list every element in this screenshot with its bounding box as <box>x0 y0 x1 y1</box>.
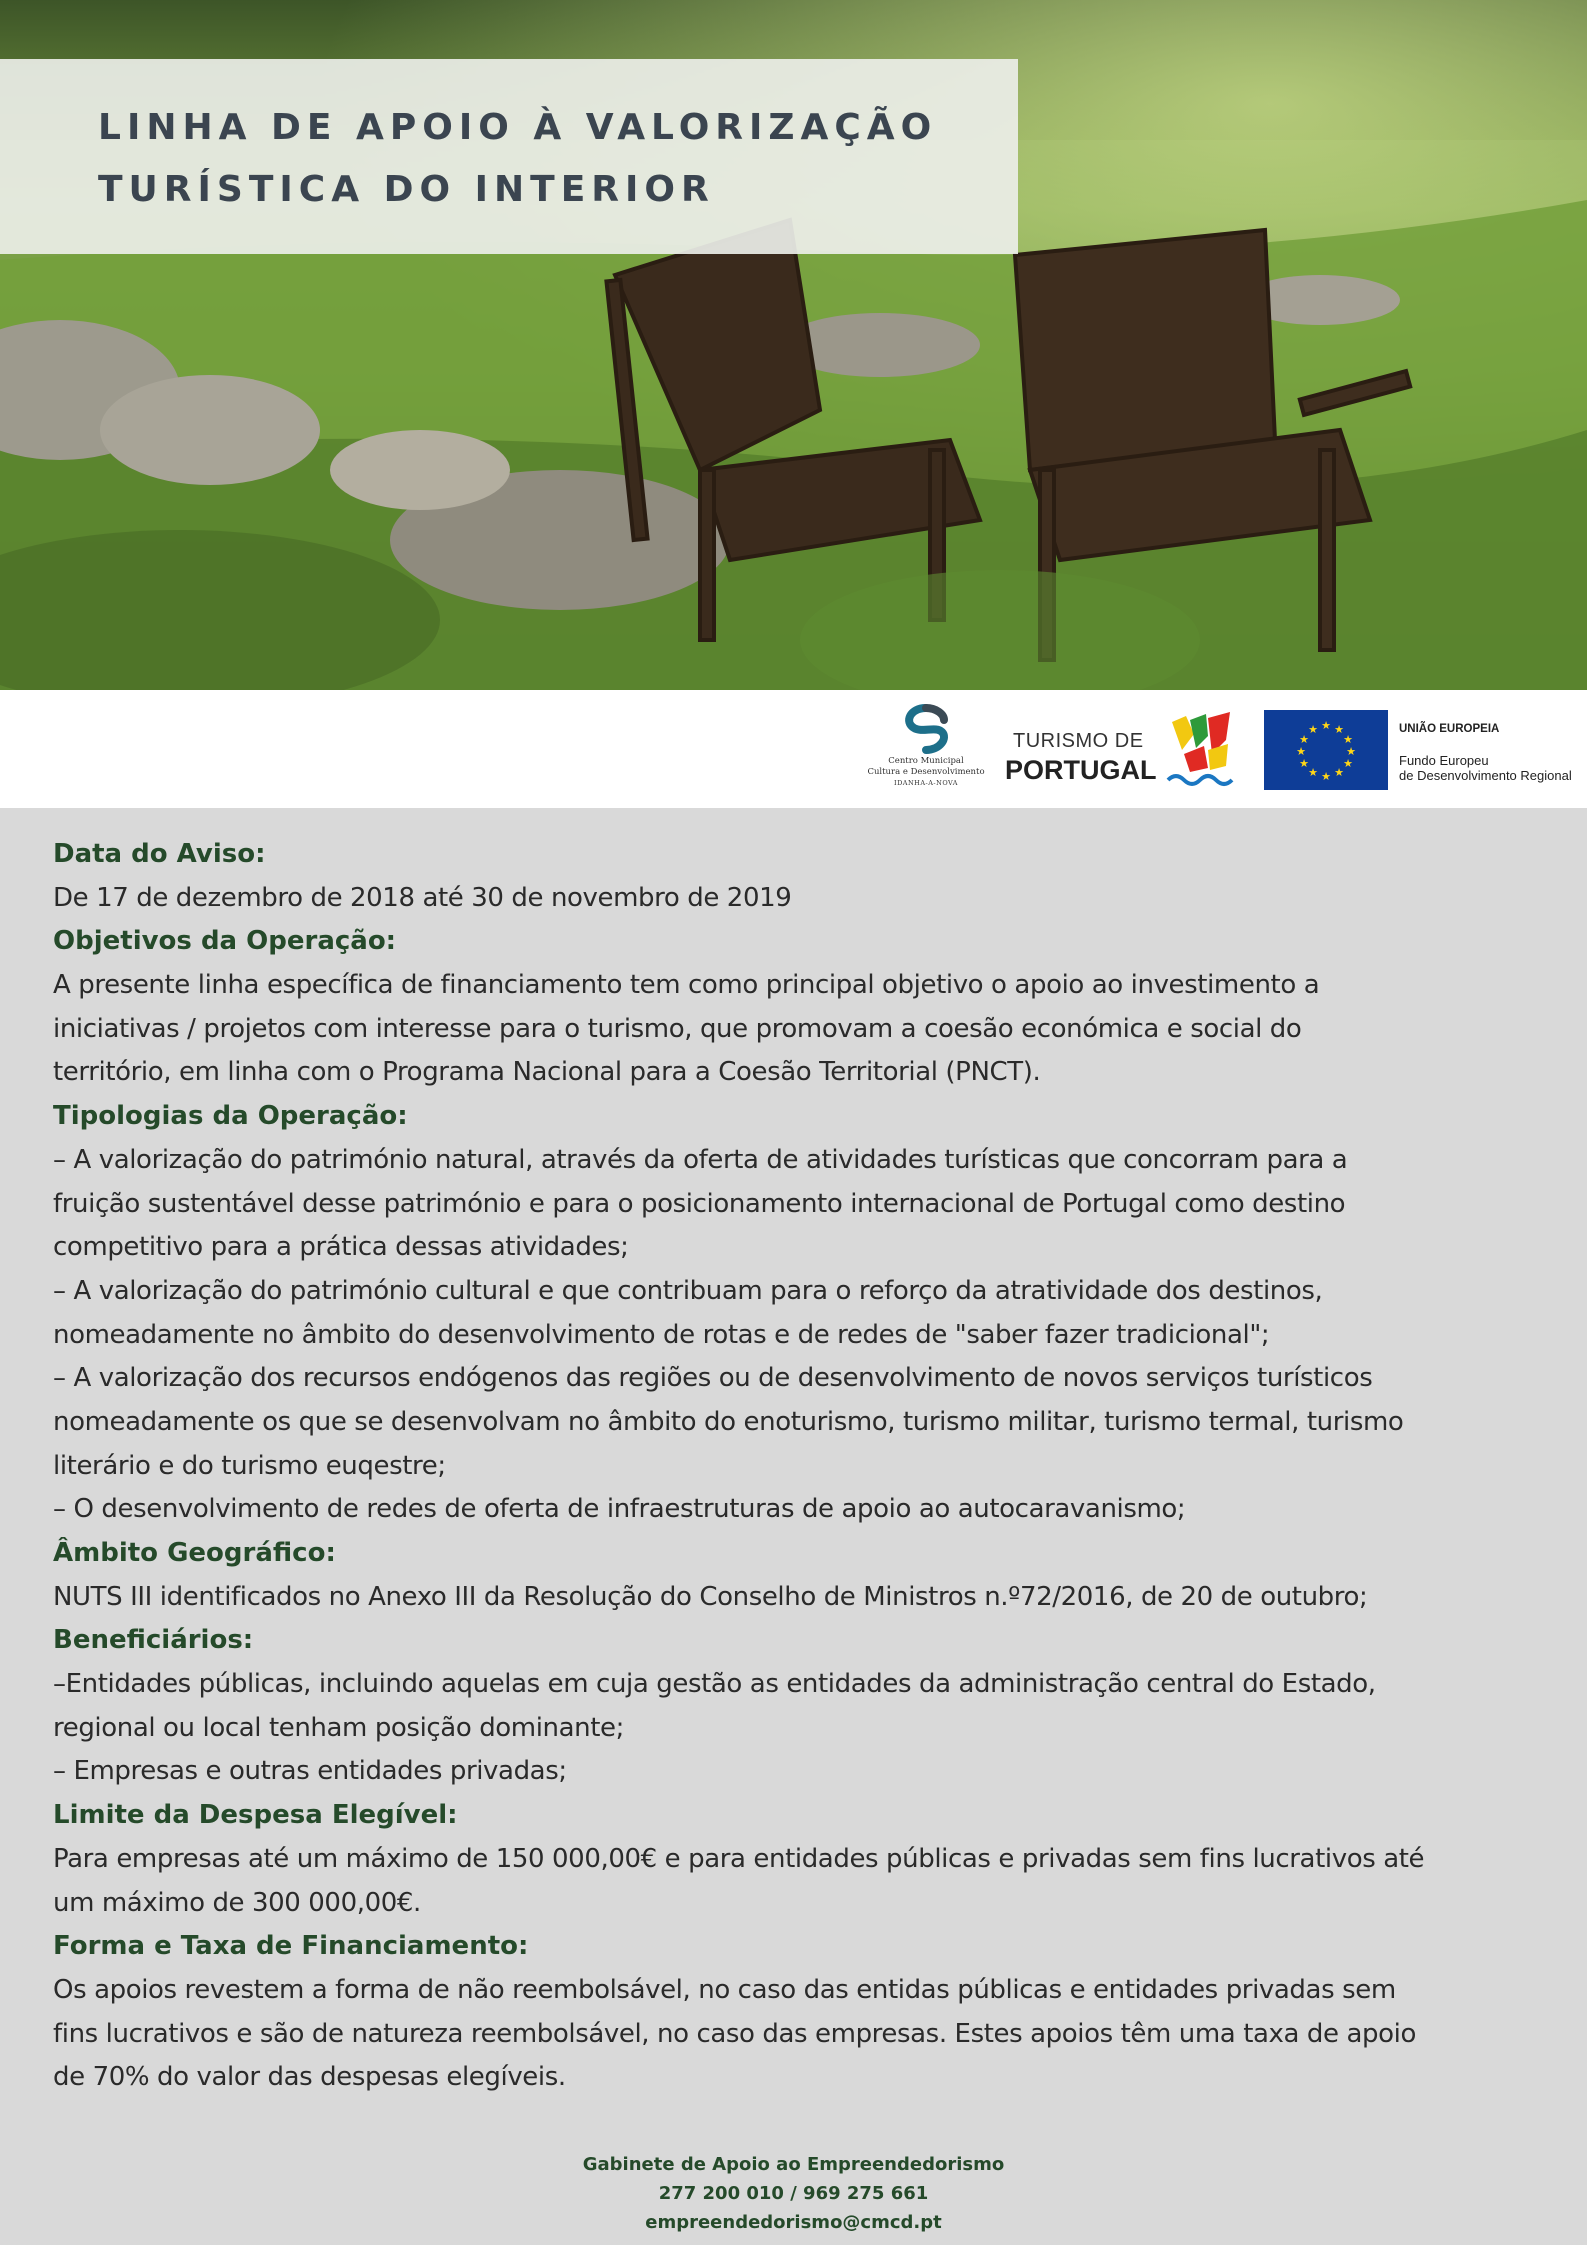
svg-text:★: ★ <box>1308 723 1318 736</box>
svg-text:★: ★ <box>1321 770 1331 783</box>
title-banner <box>0 59 1018 254</box>
body-text-line: um máximo de 300 000,00€. <box>53 1887 421 1918</box>
tp-line-2: PORTUGAL <box>1005 755 1157 785</box>
body-text-line: NUTS III identificados no Anexo III da Resolução do Conselho de Ministros n.º72/2016, de 20 de outubro; <box>53 1581 1368 1612</box>
body-text-line: fins lucrativos e são de natureza reembolsável, no caso das empresas. Estes apoios têm uma taxa de apoio <box>53 2018 1416 2049</box>
tp-emblem-icon <box>1164 710 1244 790</box>
eu-title: UNIÃO EUROPEIA <box>1399 723 1500 735</box>
body-text-line: fruição sustentável desse património e para o posicionamento internacional de Portugal como destino <box>53 1188 1346 1219</box>
svg-text:★: ★ <box>1296 745 1306 758</box>
cmcd-swirl-icon <box>896 704 956 754</box>
body-text-line: Para empresas até um máximo de 150 000,00€ e para entidades públicas e privadas sem fins lucrativos até <box>53 1843 1425 1874</box>
section-heading: Objetivos da Operação: <box>53 926 397 957</box>
body-text-line: – O desenvolvimento de redes de oferta de infraestruturas de apoio ao autocaravanismo; <box>53 1494 1186 1525</box>
section-heading: Limite da Despesa Elegível: <box>53 1800 458 1831</box>
cmcd-logo <box>866 704 986 796</box>
page-title-line-2: TURÍSTICA DO INTERIOR <box>98 169 715 210</box>
tp-line-1: TURISMO DE <box>1013 730 1144 752</box>
section-heading: Beneficiários: <box>53 1625 254 1656</box>
footer-phones: 277 200 010 / 969 275 661 <box>658 2183 929 2204</box>
sponsor-logos <box>0 690 1587 808</box>
section-heading: Âmbito Geográfico: <box>53 1538 336 1568</box>
section-heading: Tipologias da Operação: <box>53 1101 408 1132</box>
svg-text:★: ★ <box>1334 766 1344 779</box>
body-text-line: – A valorização dos recursos endógenos das regiões ou de desenvolvimento de novos serviços turísticos <box>53 1363 1373 1394</box>
cmcd-name-line-2: Cultura e Desenvolvimento <box>867 767 985 777</box>
turismo-de-portugal-logo <box>997 692 1259 804</box>
body-text-line: –Entidades públicas, incluindo aquelas em cuja gestão as entidades da administração central do Estado, <box>53 1669 1376 1700</box>
notice-body <box>53 833 1553 2100</box>
svg-text:★: ★ <box>1346 745 1356 758</box>
body-text-line: – Empresas e outras entidades privadas; <box>53 1756 567 1787</box>
svg-text:★: ★ <box>1321 719 1331 732</box>
footer-office: Gabinete de Apoio ao Empreendedorismo <box>582 2154 1005 2175</box>
body-text-line: – A valorização do património cultural e que contribuam para o reforço da atratividade dos destinos, <box>53 1275 1323 1306</box>
section-heading: Data do Aviso: <box>53 839 266 869</box>
body-text-line: Os apoios revestem a forma de não reembolsável, no caso das entidas públicas e entidades privadas sem <box>53 1974 1396 2005</box>
hero-image <box>0 0 1587 690</box>
cmcd-name-line-1: Centro Municipal <box>888 756 964 766</box>
body-text-line: iniciativas / projetos com interesse para o turismo, que promovam a coesão económica e social do <box>53 1013 1302 1044</box>
eu-fund-line-1: Fundo Europeu <box>1399 753 1489 768</box>
eu-flag-icon <box>1264 710 1388 790</box>
contact-footer <box>0 2150 1587 2237</box>
body-text-line: regional ou local tenham posição dominante; <box>53 1712 624 1743</box>
body-text-line: competitivo para a prática dessas atividades; <box>53 1232 629 1263</box>
body-text-line: literário e do turismo euqestre; <box>53 1450 446 1481</box>
svg-text:★: ★ <box>1299 757 1309 770</box>
body-text-line: nomeadamente no âmbito do desenvolvimento de rotas e de redes de "saber fazer tradicional"; <box>53 1319 1270 1350</box>
body-text-line: De 17 de dezembro de 2018 até 30 de novembro de 2019 <box>53 882 792 913</box>
svg-text:★: ★ <box>1343 757 1353 770</box>
eu-fund <box>1399 753 1572 783</box>
body-text-line: de 70% do valor das despesas elegíveis. <box>53 2062 566 2093</box>
svg-text:★: ★ <box>1343 733 1353 746</box>
footer-email[interactable]: empreendedorismo@cmcd.pt <box>645 2212 942 2233</box>
page-title-line-1: LINHA DE APOIO À VALORIZAÇÃO <box>98 107 938 148</box>
cmcd-place: IDANHA-A-NOVA <box>894 779 958 787</box>
body-text-line: nomeadamente os que se desenvolvam no âmbito do enoturismo, turismo militar, turismo termal, turismo <box>53 1406 1404 1437</box>
svg-text:★: ★ <box>1334 723 1344 736</box>
body-text-line: território, em linha com o Programa Nacional para a Coesão Territorial (PNCT). <box>53 1057 1041 1088</box>
body-text-line: A presente linha específica de financiamento tem como principal objetivo o apoio ao investimento a <box>53 970 1320 1001</box>
body-text-line: – A valorização do património natural, através da oferta de atividades turísticas que concorram para a <box>53 1144 1348 1175</box>
section-heading: Forma e Taxa de Financiamento: <box>53 1931 529 1962</box>
svg-text:★: ★ <box>1299 733 1309 746</box>
eu-fund-line-2: de Desenvolvimento Regional <box>1399 768 1572 783</box>
svg-text:★: ★ <box>1308 766 1318 779</box>
